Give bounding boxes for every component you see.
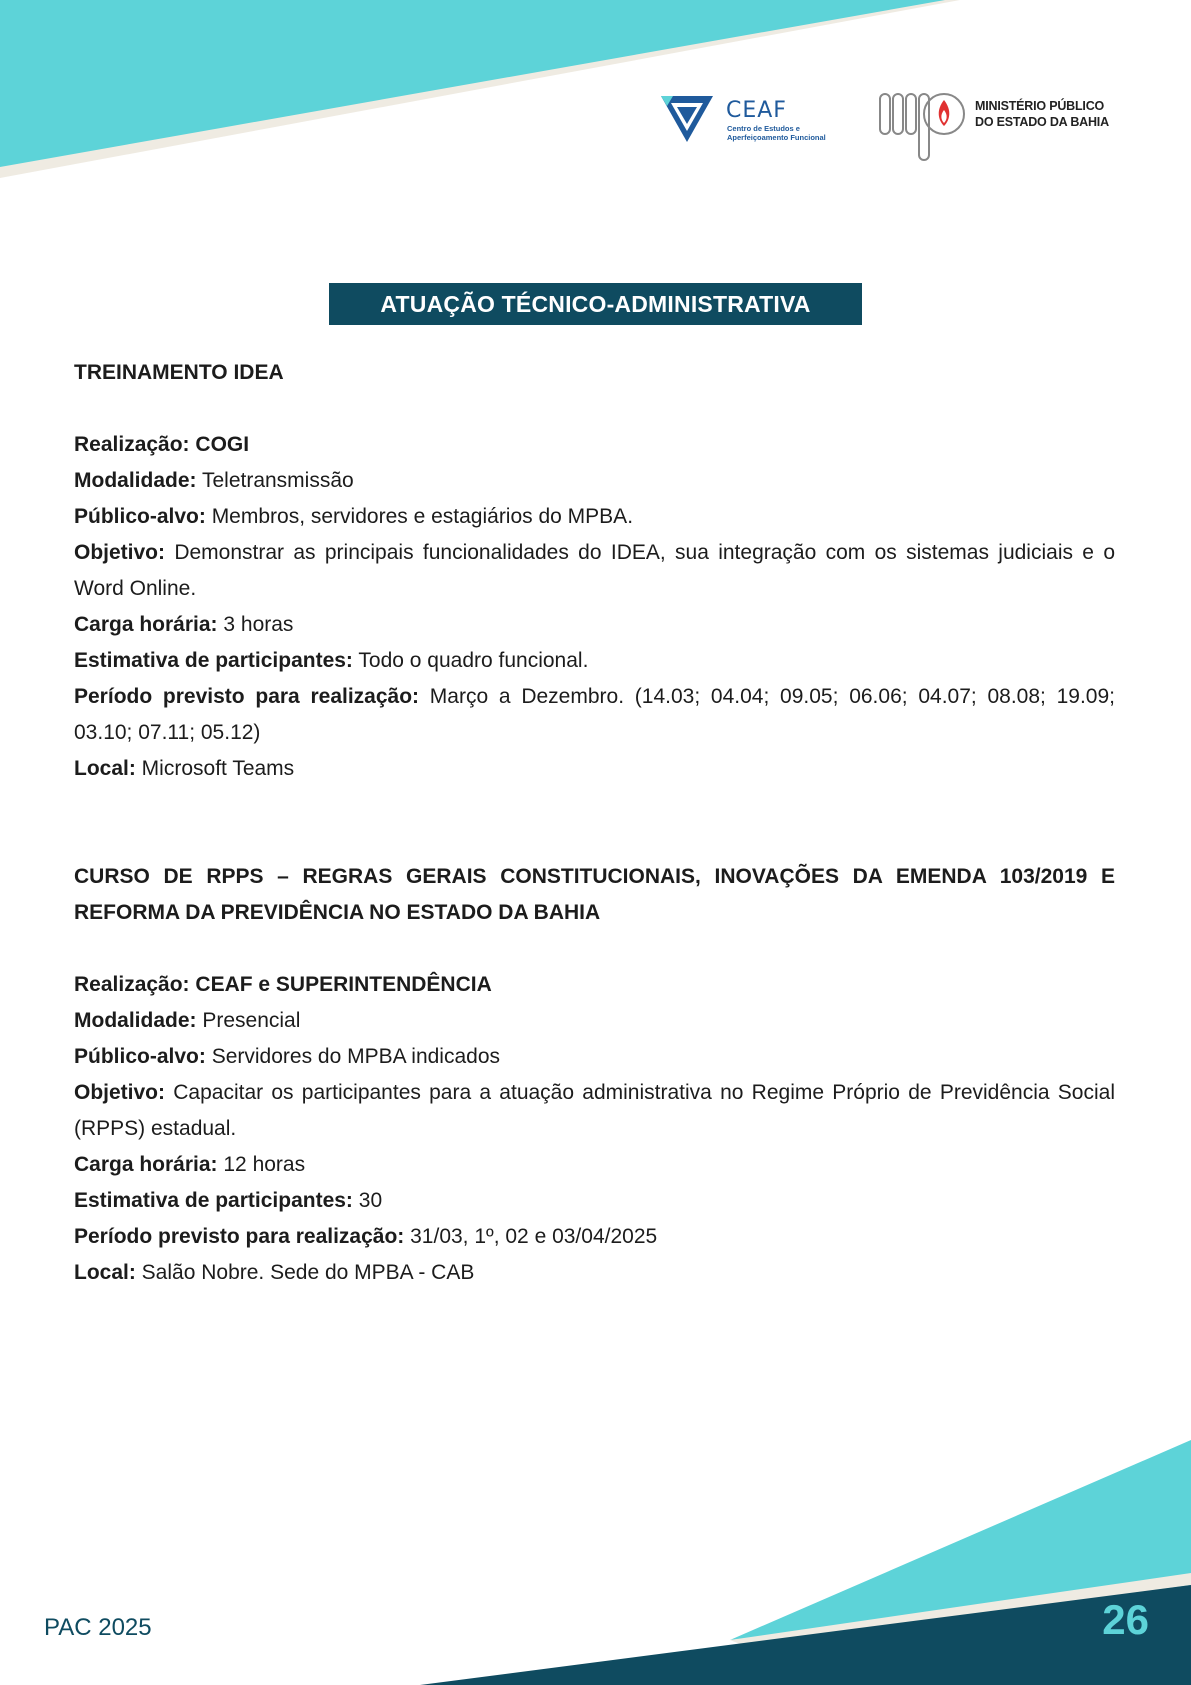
mp-emblem-icon	[878, 88, 966, 162]
field-value: 30	[352, 1189, 383, 1212]
field-label: Objetivo:	[74, 1081, 166, 1104]
field-label: Realização:	[74, 973, 190, 996]
course-item	[74, 859, 1115, 1291]
mp-logo-text	[975, 98, 1109, 130]
field-value: 12 horas	[217, 1153, 306, 1176]
field-label: Modalidade:	[74, 1009, 197, 1032]
field-objetivo	[74, 535, 1115, 607]
field-value: Presencial	[196, 1009, 301, 1032]
field-value: Demonstrar as principais funcionalidades do IDEA, sua integração com os sistemas judiciais e o Word Online.	[74, 541, 1115, 600]
field-value: Servidores do MPBA indicados	[205, 1045, 501, 1068]
field-label: Estimativa de participantes:	[74, 1189, 353, 1212]
field-periodo	[74, 679, 1115, 751]
mp-logo	[878, 88, 1138, 164]
field-label: Estimativa de participantes:	[74, 649, 353, 672]
field-local	[74, 1255, 1115, 1291]
course-list	[74, 355, 1115, 1291]
field-local	[74, 751, 1115, 787]
field-label: Local:	[74, 757, 136, 780]
field-value: CEAF e SUPERINTENDÊNCIA	[189, 973, 492, 996]
field-realizacao	[74, 427, 1115, 463]
field-periodo	[74, 1219, 1115, 1255]
course-title: TREINAMENTO IDEA	[74, 361, 284, 384]
field-modalidade	[74, 463, 1115, 499]
field-label: Público-alvo:	[74, 1045, 206, 1068]
field-value: 31/03, 1º, 02 e 03/04/2025	[404, 1225, 658, 1248]
field-value: Todo o quadro funcional.	[352, 649, 589, 672]
field-realizacao	[74, 967, 1115, 1003]
field-carga-horaria	[74, 607, 1115, 643]
mp-logo-line1: MINISTÉRIO PÚBLICO	[975, 99, 1105, 113]
field-label: Realização:	[74, 433, 190, 456]
course-fields	[74, 427, 1115, 787]
field-value: COGI	[189, 433, 250, 456]
field-publico-alvo	[74, 499, 1115, 535]
header-logos	[656, 88, 1136, 164]
ceaf-logo	[656, 90, 856, 150]
field-label: Carga horária:	[74, 613, 218, 636]
field-label: Modalidade:	[74, 469, 197, 492]
mp-logo-line2: DO ESTADO DA BAHIA	[975, 115, 1109, 129]
field-label: Objetivo:	[74, 541, 166, 564]
field-value: Salão Nobre. Sede do MPBA - CAB	[135, 1261, 475, 1284]
field-label: Período previsto para realização:	[74, 1225, 405, 1248]
course-title: CURSO DE RPPS – REGRAS GERAIS CONSTITUCIONAIS, INOVAÇÕES DA EMENDA 103/2019 E REFORMA DA PREVIDÊNCIA NO ESTADO DA BAHIA	[74, 865, 1115, 924]
field-objetivo	[74, 1075, 1115, 1147]
field-value: 3 horas	[217, 613, 294, 636]
field-label: Carga horária:	[74, 1153, 218, 1176]
field-value: Teletransmissão	[196, 469, 354, 492]
field-modalidade	[74, 1003, 1115, 1039]
field-label: Local:	[74, 1261, 136, 1284]
field-label: Período previsto para realização:	[74, 685, 420, 708]
field-label: Público-alvo:	[74, 505, 206, 528]
ceaf-logo-title: CEAF	[726, 98, 787, 123]
field-value: Capacitar os participantes para a atuação administrativa no Regime Próprio de Previdência Social (RPPS) estadual.	[74, 1081, 1115, 1140]
page-number: 26	[1102, 1596, 1149, 1643]
field-estimativa	[74, 1183, 1115, 1219]
section-title: ATUAÇÃO TÉCNICO-ADMINISTRATIVA	[329, 283, 862, 325]
field-value: Membros, servidores e estagiários do MPBA.	[205, 505, 634, 528]
field-carga-horaria	[74, 1147, 1115, 1183]
ceaf-logo-subtitle: Centro de Estudos e Aperfeiçoamento Funcional	[727, 124, 826, 142]
footer-label: PAC 2025	[44, 1614, 152, 1641]
ceaf-emblem-icon	[659, 92, 715, 144]
field-estimativa	[74, 643, 1115, 679]
field-value: Microsoft Teams	[135, 757, 295, 780]
field-publico-alvo	[74, 1039, 1115, 1075]
course-fields	[74, 967, 1115, 1291]
course-item	[74, 355, 1115, 787]
field-value: Março a Dezembro. (14.03; 04.04; 09.05; 06.06; 04.07; 08.08; 19.09; 03.10; 07.11; 05.12)	[74, 685, 1115, 744]
